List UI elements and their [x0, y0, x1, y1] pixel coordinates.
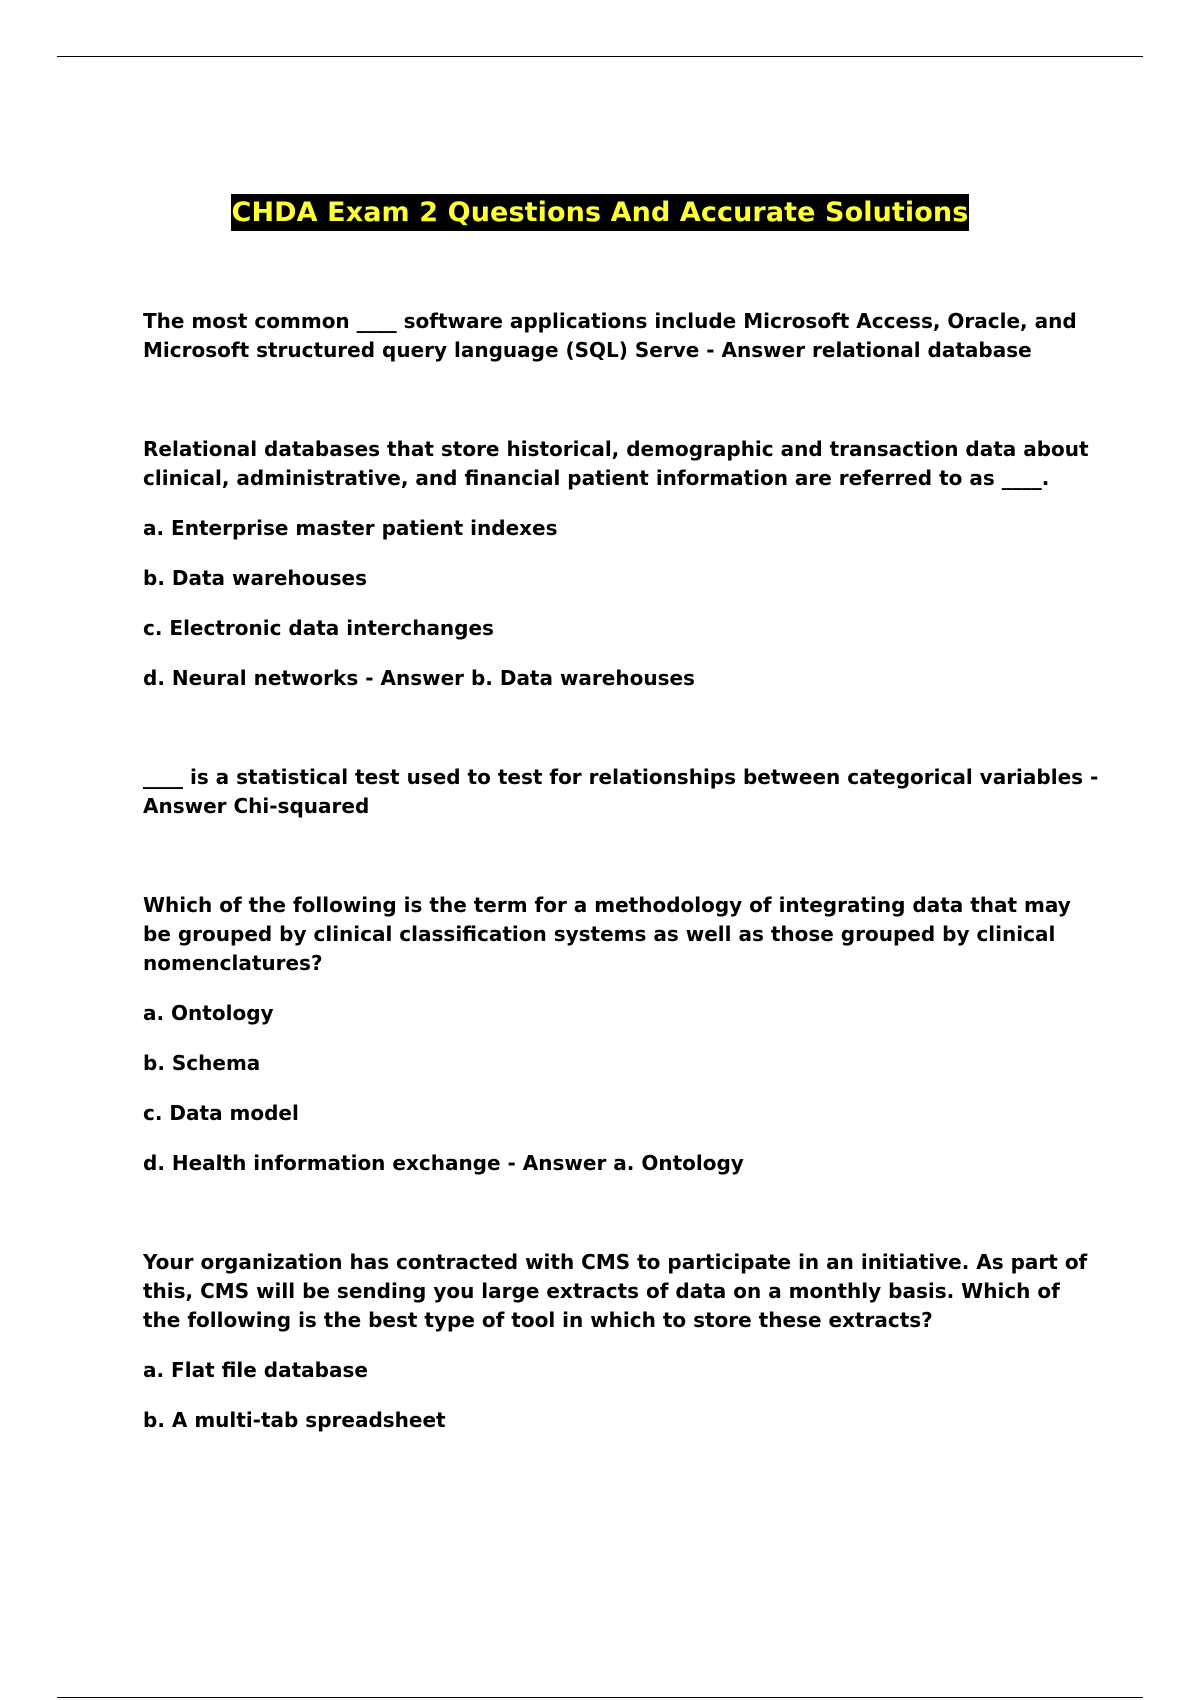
question-text: Relational databases that store historical, demographic and transaction data about clinical, administrative, and financial patient information are referred to as ____. [143, 437, 1089, 490]
question-block-5 [143, 1248, 1103, 1435]
answer-option: a. Enterprise master patient indexes [143, 516, 558, 540]
answer-option: d. Neural networks - Answer b. Data warehouses [143, 666, 695, 690]
question-block-3 [143, 763, 1103, 821]
document-body [143, 307, 1103, 1435]
answer-option: b. A multi-tab spreadsheet [143, 1408, 446, 1432]
answer-option: a. Flat file database [143, 1358, 368, 1382]
answer-option: a. Ontology [143, 1001, 274, 1025]
question-text: Which of the following is the term for a methodology of integrating data that may be grouped by clinical classification systems as well as those grouped by clinical nomenclatures? [143, 893, 1071, 975]
document-title: CHDA Exam 2 Questions And Accurate Solutions [231, 194, 970, 231]
question-text: ____ is a statistical test used to test for relationships between categorical variables - Answer Chi-squared [143, 765, 1099, 818]
question-text: The most common ____ software applications include Microsoft Access, Oracle, and Microsoft structured query language (SQL) Serve - Answer relational database [143, 309, 1077, 362]
answer-option: c. Electronic data interchanges [143, 616, 494, 640]
question-block-2 [143, 435, 1103, 693]
question-block-4 [143, 891, 1103, 1178]
answer-option: d. Health information exchange - Answer a. Ontology [143, 1151, 744, 1175]
title-container [0, 194, 1200, 231]
answer-option: b. Data warehouses [143, 566, 367, 590]
top-divider [57, 56, 1143, 57]
question-text: Your organization has contracted with CMS to participate in an initiative. As part of this, CMS will be sending you large extracts of data on a monthly basis. Which of the following is the best type of tool in which to store these extracts? [143, 1250, 1088, 1332]
answer-option: c. Data model [143, 1101, 299, 1125]
question-block-1 [143, 307, 1103, 365]
answer-option: b. Schema [143, 1051, 261, 1075]
bottom-divider [57, 1697, 1143, 1698]
